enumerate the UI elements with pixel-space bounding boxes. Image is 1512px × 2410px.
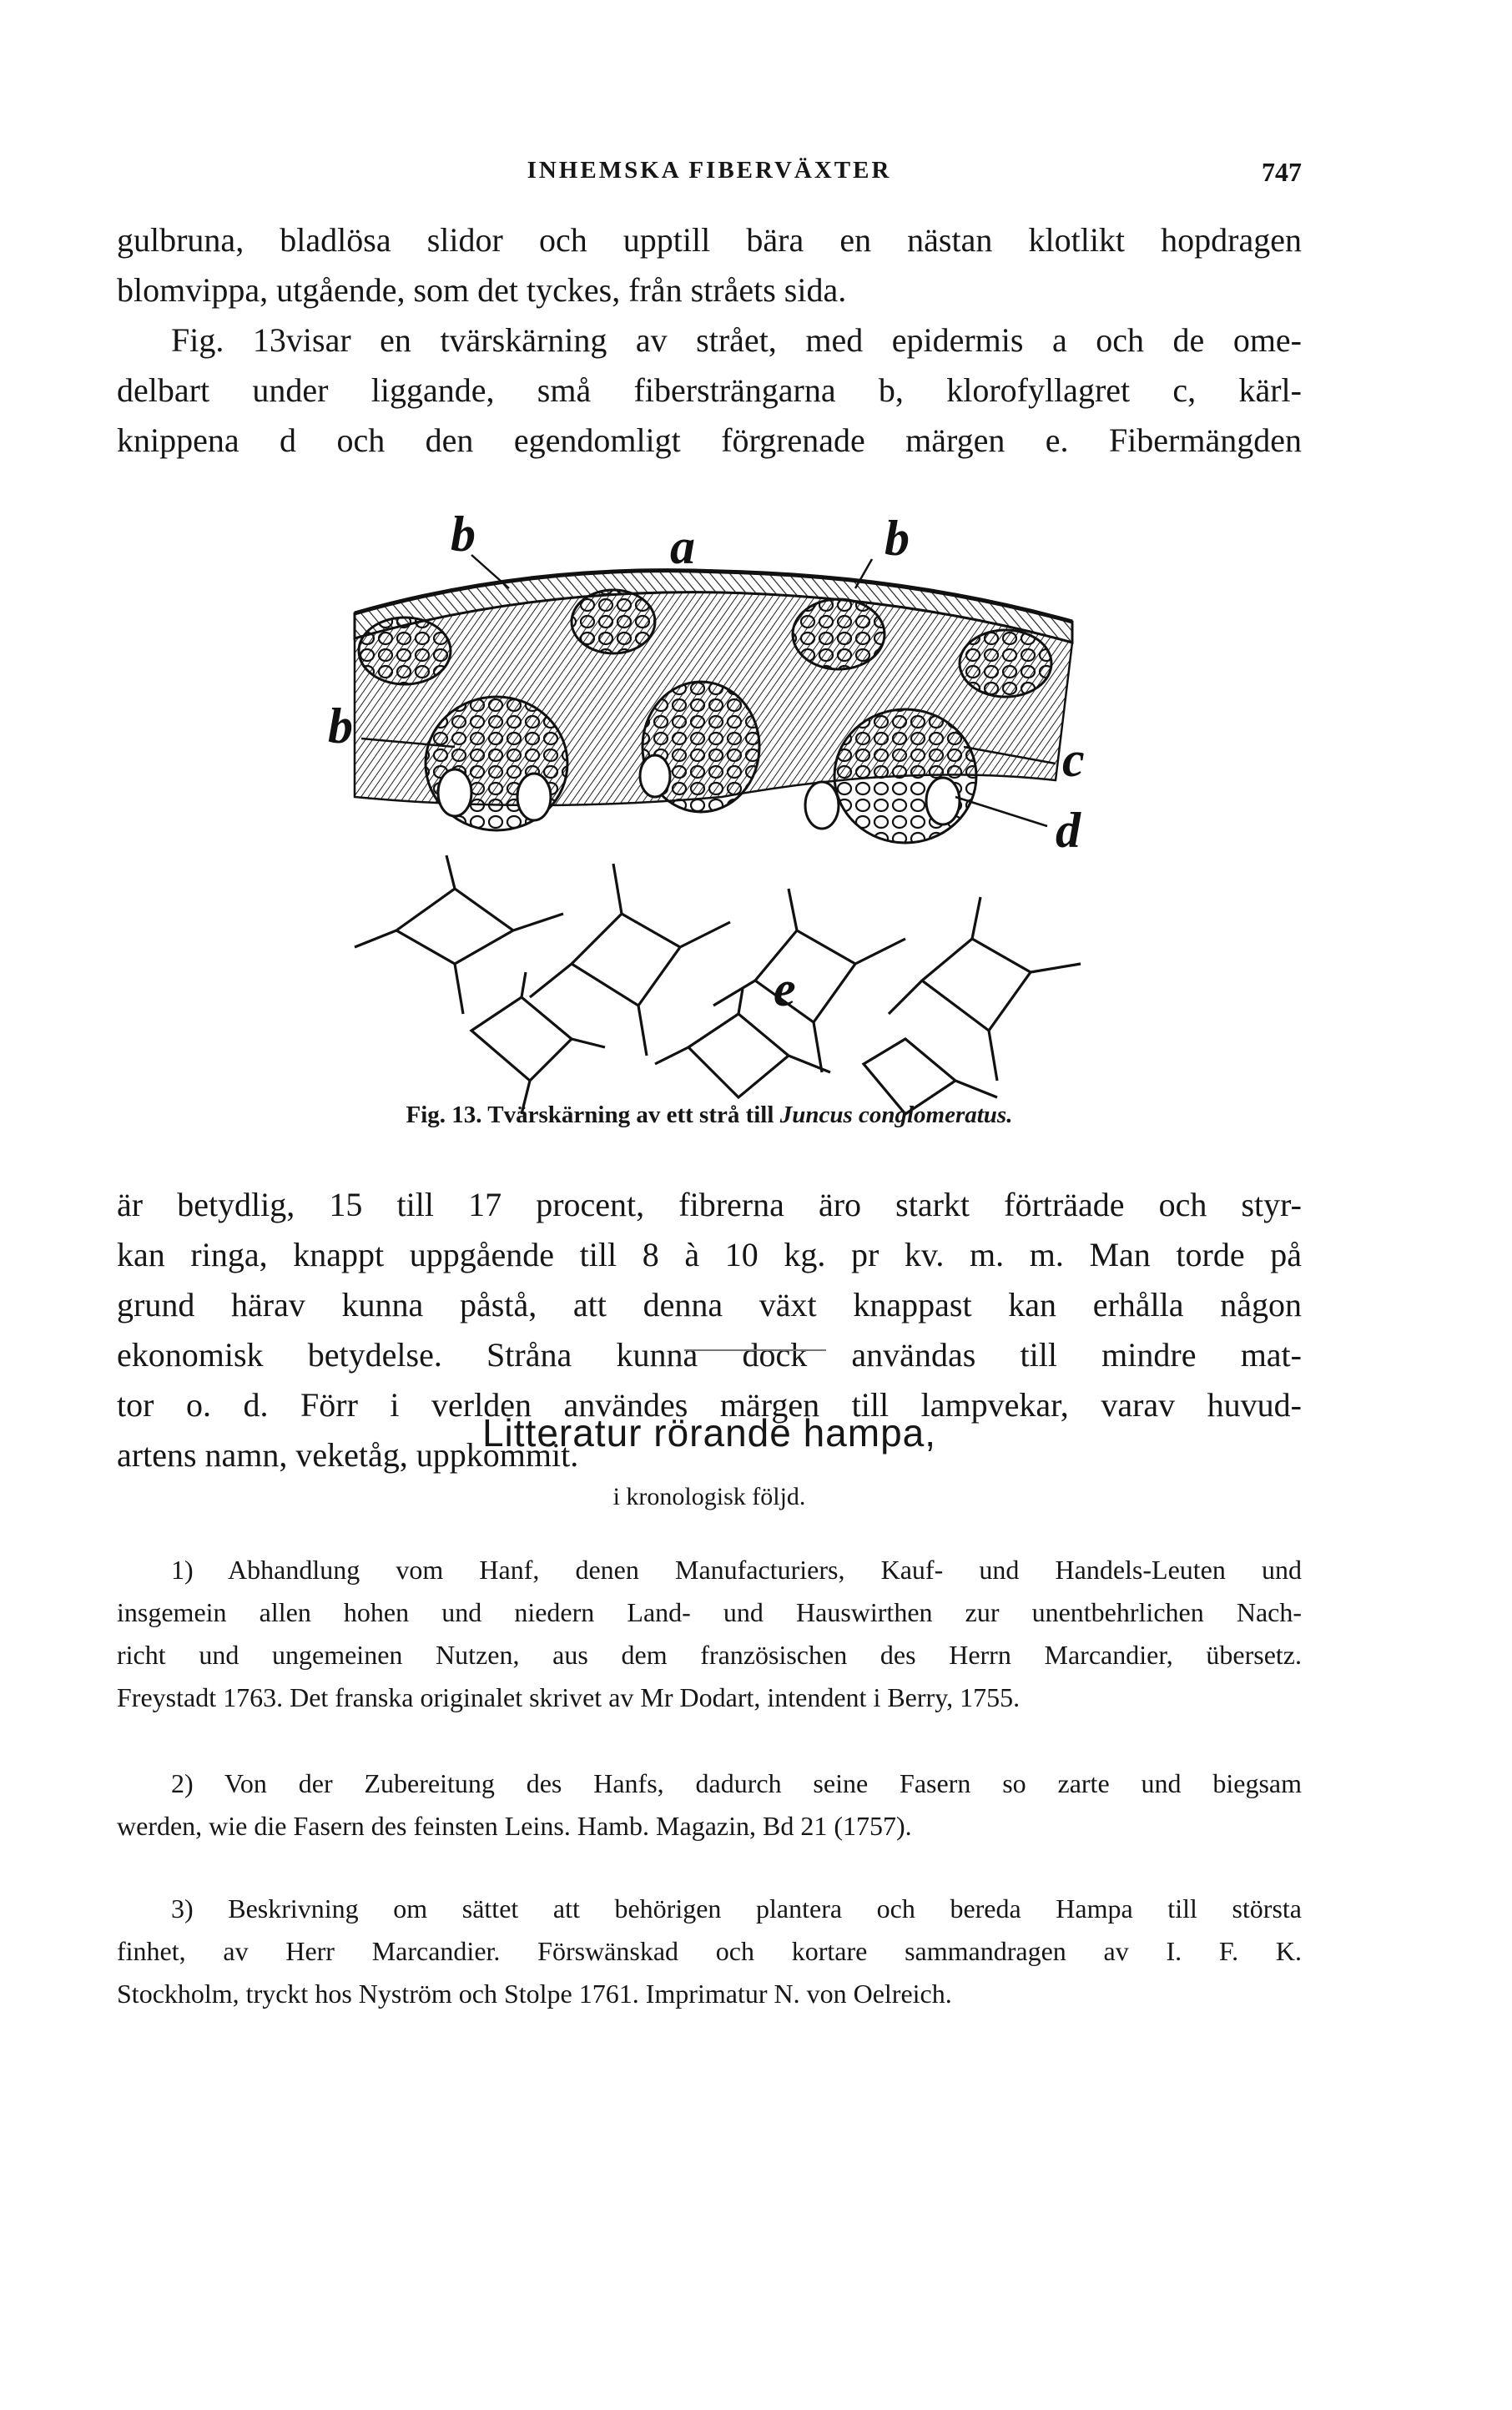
cross-section-illustration — [321, 497, 1122, 1118]
stellate-pith — [355, 855, 1081, 1114]
reference-line: Stockholm, tryckt hos Nyström och Stolpe 1761. Imprimatur N. von Oelreich. — [117, 1979, 952, 2009]
text-line: delbart under liggande, små fibersträngarna b, klorofyllagret c, kärl- — [117, 371, 1302, 409]
text-line: ekonomisk betydelse. Stråna kunna dock användas till mindre mat- — [117, 1336, 1302, 1374]
vessel — [517, 774, 551, 820]
fibre-bundle — [793, 599, 885, 669]
reference-2 — [117, 1762, 1302, 1848]
label-b-left: b — [328, 698, 353, 754]
vessel — [640, 755, 670, 797]
text-line: är betydlig, 15 till 17 procent, fibrerna äro starkt förträade och styr- — [117, 1186, 1302, 1223]
label-d: d — [1056, 803, 1081, 858]
reference-line: 1) Abhandlung vom Hanf, denen Manufacturiers, Kauf- und Handels-Leuten und — [171, 1555, 1302, 1585]
reference-line: richt und ungemeinen Nutzen, aus dem französischen des Herrn Marcandier, übersetz. — [117, 1640, 1302, 1670]
text-line: tor o. d. Förr i verlden användes märgen till lampvekar, varav huvud- — [117, 1386, 1302, 1424]
fibre-bundle — [359, 618, 451, 684]
vessel — [438, 769, 471, 816]
label-c: c — [1062, 732, 1085, 787]
vessel — [805, 782, 839, 829]
label-b-top-right: b — [885, 511, 910, 566]
text-line: gulbruna, bladlösa slidor och upptill bära en nästan klotlikt hopdragen — [117, 221, 1302, 259]
reference-1 — [117, 1549, 1302, 1719]
figure-cross-section — [321, 497, 1122, 1118]
caption-species: Juncus conglomeratus. — [779, 1102, 1013, 1128]
label-b-top-left: b — [451, 507, 476, 562]
text-line: blomvippa, utgående, som det tyckes, från stråets sida. — [117, 271, 847, 309]
caption-text: Tvärskärning av ett strå till — [487, 1102, 774, 1128]
literature-subtitle: i kronologisk följd. — [612, 1483, 806, 1510]
fibre-bundle — [960, 630, 1051, 697]
text-line: Fig. 13visar en tvärskärning av strået, med epidermis a och de ome- — [171, 321, 1302, 359]
label-a: a — [670, 519, 695, 574]
text-line: kan ringa, knappt uppgående till 8 à 10 kg. pr kv. m. m. Man torde på — [117, 1236, 1302, 1273]
text-line: knippena d och den egendomligt förgrenade märgen e. Fibermängden — [117, 421, 1302, 459]
paragraph-continued — [117, 215, 1302, 466]
reference-3 — [117, 1888, 1302, 2015]
text-line: artens namn, veketåg, uppkommit. — [117, 1436, 579, 1474]
caption-prefix: Fig. 13. — [406, 1102, 482, 1128]
reference-line: Freystadt 1763. Det franska originalet skrivet av Mr Dodart, intendent i Berry, 1755. — [117, 1682, 1021, 1712]
vascular-bundle — [834, 709, 976, 843]
label-e: e — [774, 961, 796, 1016]
reference-line: 3) Beskrivning om sättet att behörigen plantera och bereda Hampa till största — [171, 1893, 1302, 1923]
reference-line: 2) Von der Zubereitung des Hanfs, dadurch seine Fasern so zarte und biegsam — [171, 1768, 1302, 1798]
reference-line: finhet, av Herr Marcandier. Förswänskad och kortare sammandragen av I. F. K. — [117, 1936, 1302, 1966]
page-header — [117, 157, 1302, 199]
reference-line: insgemein allen hohen und niedern Land- und Hauswirthen zur unentbehrlichen Nach- — [117, 1597, 1302, 1627]
literature-title: Litteratur rörande hampa, — [481, 1411, 937, 1455]
fibre-bundle — [572, 590, 655, 653]
text-line: grund härav kunna påstå, att denna växt knappast kan erhålla någon — [117, 1286, 1302, 1323]
vessel — [926, 778, 960, 824]
running-head: INHEMSKA FIBERVÄXTER — [527, 157, 892, 184]
figure-caption — [117, 1102, 1302, 1129]
page-number: 747 — [1262, 157, 1302, 187]
section-divider — [684, 1349, 826, 1351]
reference-line: werden, wie die Fasern des feinsten Leins. Hamb. Magazin, Bd 21 (1757). — [117, 1811, 912, 1841]
